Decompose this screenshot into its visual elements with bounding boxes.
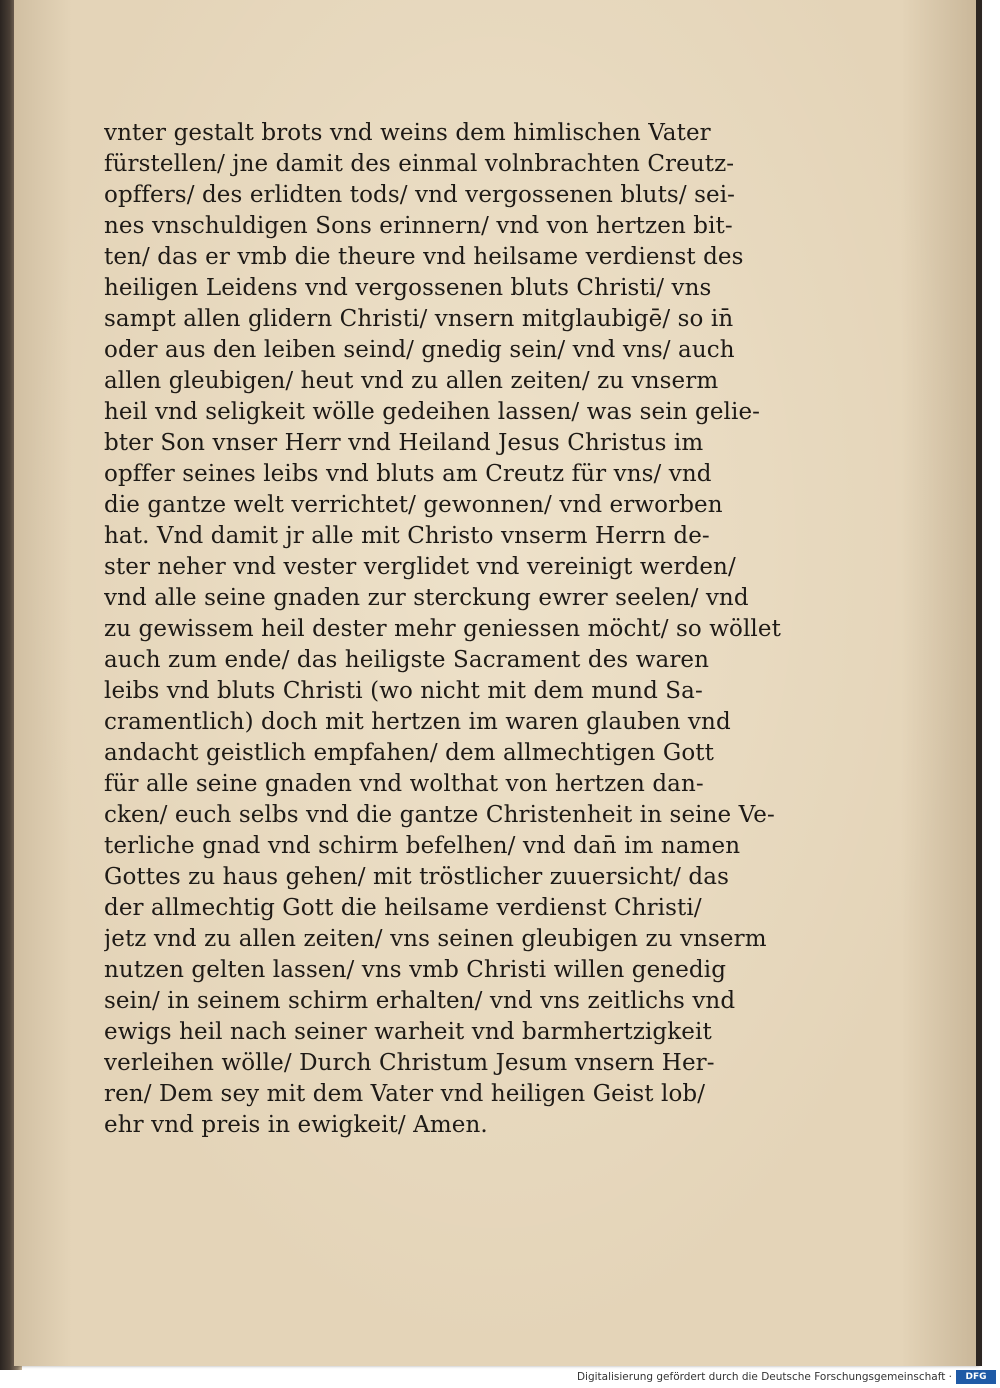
- page-edge-shadow: [976, 0, 982, 1366]
- text-line: auch zum ende/ das heiligste Sacrament des waren: [104, 647, 710, 673]
- text-line: fürstellen/ jne damit des einmal volnbrachten Creutz-: [104, 151, 735, 177]
- body-text: [104, 118, 804, 1141]
- text-line: terliche gnad vnd schirm befelhen/ vnd dan̄ im namen: [104, 833, 741, 859]
- text-line: ren/ Dem sey mit dem Vater vnd heiligen Geist lob/: [104, 1081, 706, 1107]
- text-line: ehr vnd preis in ewigkeit/ Amen.: [104, 1112, 488, 1138]
- text-line: nutzen gelten lassen/ vns vmb Christi willen genedig: [104, 957, 727, 983]
- text-line: andacht geistlich empfahen/ dem allmechtigen Gott: [104, 740, 714, 766]
- text-line: cramentlich) doch mit hertzen im waren glauben vnd: [104, 709, 731, 735]
- text-line: vnd alle seine gnaden zur sterckung ewrer seelen/ vnd: [104, 585, 749, 611]
- text-line: sampt allen glidern Christi/ vnsern mitglaubigē/ so in̄: [104, 306, 734, 332]
- text-line: zu gewissem heil dester mehr geniessen möcht/ so wöllet: [104, 616, 781, 642]
- text-line: Gottes zu haus gehen/ mit tröstlicher zuuersicht/ das: [104, 864, 729, 890]
- text-line: leibs vnd bluts Christi (wo nicht mit dem mund Sa-: [104, 678, 703, 704]
- text-line: verleihen wölle/ Durch Christum Jesum vnsern Her-: [104, 1050, 715, 1076]
- text-line: ten/ das er vmb die theure vnd heilsame verdienst des: [104, 244, 744, 270]
- text-line: bter Son vnser Herr vnd Heiland Jesus Christus im: [104, 430, 704, 456]
- text-line: opffer seines leibs vnd bluts am Creutz für vns/ vnd: [104, 461, 712, 487]
- digitization-credit: Digitalisierung gefördert durch die Deutsche Forschungsgemeinschaft ·: [576, 1371, 952, 1383]
- text-line: ster neher vnd vester verglidet vnd vereinigt werden/: [104, 554, 736, 580]
- text-line: heiligen Leidens vnd vergossenen bluts Christi/ vns: [104, 275, 712, 301]
- text-line: cken/ euch selbs vnd die gantze Christenheit in seine Ve-: [104, 802, 775, 828]
- text-line: nes vnschuldigen Sons erinnern/ vnd von hertzen bit-: [104, 213, 733, 239]
- dfg-logo: DFG: [956, 1370, 996, 1384]
- text-line: vnter gestalt brots vnd weins dem himlischen Vater: [104, 120, 711, 146]
- text-line: hat. Vnd damit jr alle mit Christo vnserm Herrn de-: [104, 523, 710, 549]
- text-line: oder aus den leiben seind/ gnedig sein/ vnd vns/ auch: [104, 337, 735, 363]
- text-line: ewigs heil nach seiner warheit vnd barmhertzigkeit: [104, 1019, 712, 1045]
- text-line: die gantze welt verrichtet/ gewonnen/ vnd erworben: [104, 492, 723, 518]
- text-line: heil vnd seligkeit wölle gedeihen lassen/ was sein gelie-: [104, 399, 761, 425]
- text-line: für alle seine gnaden vnd wolthat von hertzen dan-: [104, 771, 704, 797]
- text-line: allen gleubigen/ heut vnd zu allen zeiten/ zu vnserm: [104, 368, 719, 394]
- text-line: sein/ in seinem schirm erhalten/ vnd vns zeitlichs vnd: [104, 988, 736, 1014]
- text-line: jetz vnd zu allen zeiten/ vns seinen gleubigen zu vnserm: [104, 926, 767, 952]
- text-line: opffers/ des erlidten tods/ vnd vergossenen bluts/ sei-: [104, 182, 736, 208]
- text-line: der allmechtig Gott die heilsame verdienst Christi/: [104, 895, 702, 921]
